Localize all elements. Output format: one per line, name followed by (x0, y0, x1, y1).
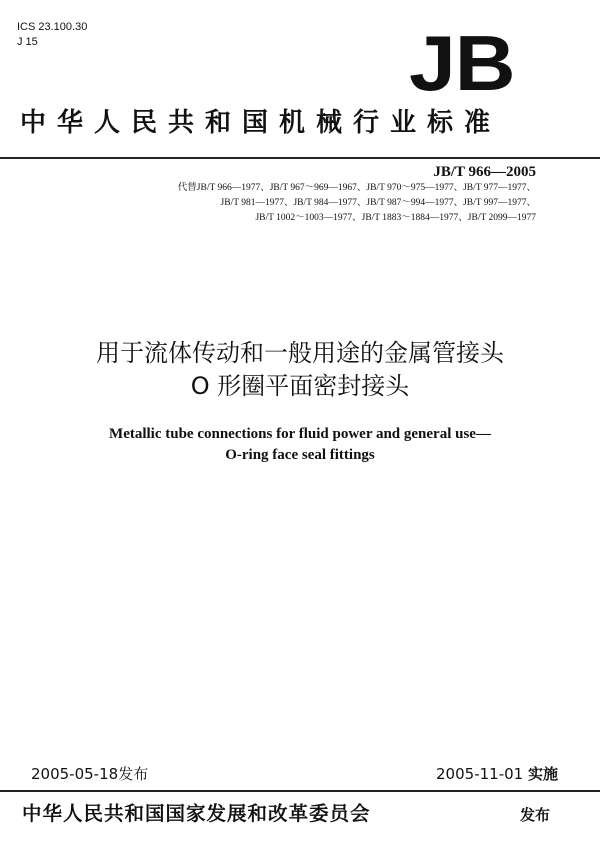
replaces-line-3: JB/T 1002～1003—1977、JB/T 1883～1884—1977、JB/T 2099—1977 (255, 213, 536, 223)
replaces-line-2: JB/T 981—1977、JB/T 984—1977、JB/T 987～994—1977、JB/T 997—1977、 (220, 198, 536, 208)
jb-logo: JB (409, 19, 515, 107)
replaces-line-1: 代替JB/T 966—1977、JB/T 967～969—1967、JB/T 970～975—1977、JB/T 977—1977、 (177, 183, 536, 193)
issue-date-value: 2005-05-18 (31, 765, 119, 783)
ics-code: ICS 23.100.30 (17, 21, 88, 33)
effective-date (436, 764, 558, 784)
chinese-title-line-1: 用于流体传动和一般用途的金属管接头 (96, 339, 504, 367)
publish-label: 发布 (520, 806, 551, 824)
top-divider (0, 157, 600, 159)
publisher-name: 中华人民共和国国家发展和改革委员会 (22, 802, 371, 825)
bottom-divider (0, 790, 600, 792)
chinese-title-line-2: O 形圈平面密封接头 (190, 372, 410, 400)
standard-number: JB/T 966—2005 (433, 164, 536, 180)
issue-date-label: 发布 (118, 765, 149, 783)
organization-title: 中华人民共和国机械行业标准 (20, 108, 502, 138)
issue-date (31, 764, 148, 784)
effective-date-label: 实施 (527, 765, 558, 783)
english-title-line-1: Metallic tube connections for fluid power and general use— (109, 426, 491, 442)
english-title-line-2: O-ring face seal fittings (225, 447, 375, 463)
effective-date-value: 2005-11-01 (436, 765, 524, 783)
classification-code: J 15 (17, 36, 38, 48)
